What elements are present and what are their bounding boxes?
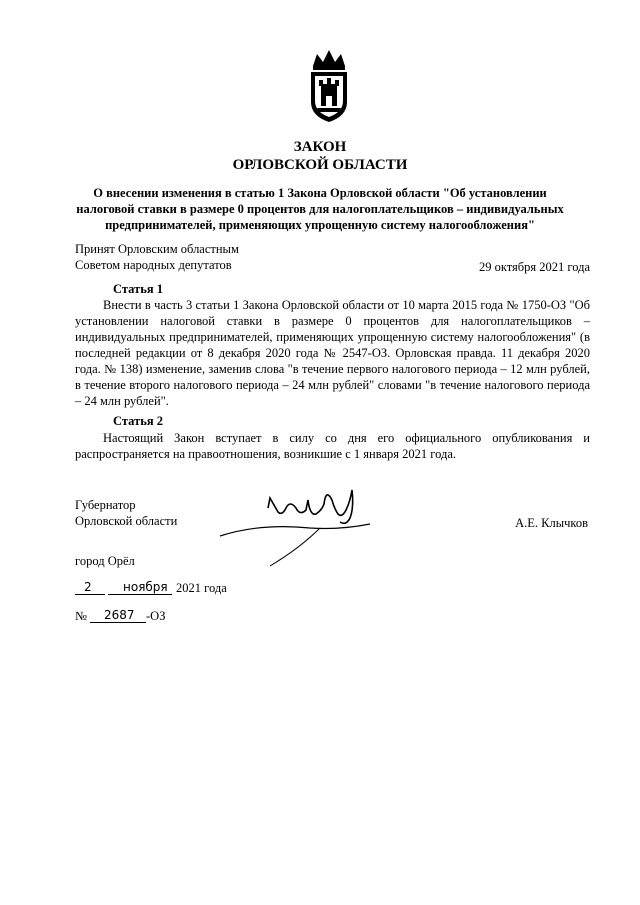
signatory-position-1: Губернатор (75, 498, 136, 512)
article-2-text (75, 430, 590, 462)
number-suffix: -ОЗ (146, 609, 166, 623)
law-number: 2687 (104, 608, 135, 622)
signatory-position-2: Орловской области (75, 514, 178, 528)
adoption-line-1: Принят Орловским областным (75, 242, 239, 256)
date-day: 2 (84, 580, 92, 594)
date-month: ноября (123, 580, 168, 594)
date-year: 2021 года (176, 581, 227, 595)
article-1-heading: Статья 1 (113, 282, 163, 296)
law-subject (60, 185, 580, 233)
coat-of-arms-icon (305, 48, 353, 124)
subject-line-2: налоговой ставки в размере 0 процентов для налогоплательщиков – индивидуальных (76, 202, 564, 216)
article-1-body: Внести в часть 3 статьи 1 Закона Орловской области от 10 марта 2015 года № 1750-ОЗ "Об установлении налоговой ставки в размере 0 процентов для налогоплательщиков – индивидуальных предпринимателей, применяющих упрощенную систему налогообложения" (в последней редакции от 8 декабря 2020 года № 2547-ОЗ. Орловская правда. 11 декабря 2020 года. № 138) изменение, заменив слова "в течение первого налогового периода – 12 млн рублей, в течение второго налогового периода – 24 млн рублей" словами "в течение налогового периода – 24 млн рублей". (75, 298, 590, 408)
article-1-text (75, 297, 590, 409)
day-underline (75, 594, 105, 595)
number-prefix: № (75, 609, 87, 623)
article-2-heading: Статья 2 (113, 414, 163, 428)
article-2-body: Настоящий Закон вступает в силу со дня его официального опубликования и распространяется на правоотношения, возникшие с 1 января 2021 года. (75, 431, 590, 461)
adoption-date: 29 октября 2021 года (478, 260, 590, 274)
city: город Орёл (75, 554, 135, 568)
number-underline (90, 622, 146, 623)
subject-line-3: предпринимателей, применяющих упрощенную систему налогообложения" (105, 218, 535, 232)
law-title: ЗАКОН (293, 139, 347, 155)
signatory-name: А.Е. Клычков (515, 516, 588, 530)
adoption-line-2: Советом народных депутатов (75, 258, 232, 272)
region-title: ОРЛОВСКОЙ ОБЛАСТИ (232, 157, 408, 173)
handwritten-signature (200, 478, 380, 573)
subject-line-1: О внесении изменения в статью 1 Закона Орловской области "Об установлении (93, 186, 547, 200)
month-underline (108, 594, 172, 595)
